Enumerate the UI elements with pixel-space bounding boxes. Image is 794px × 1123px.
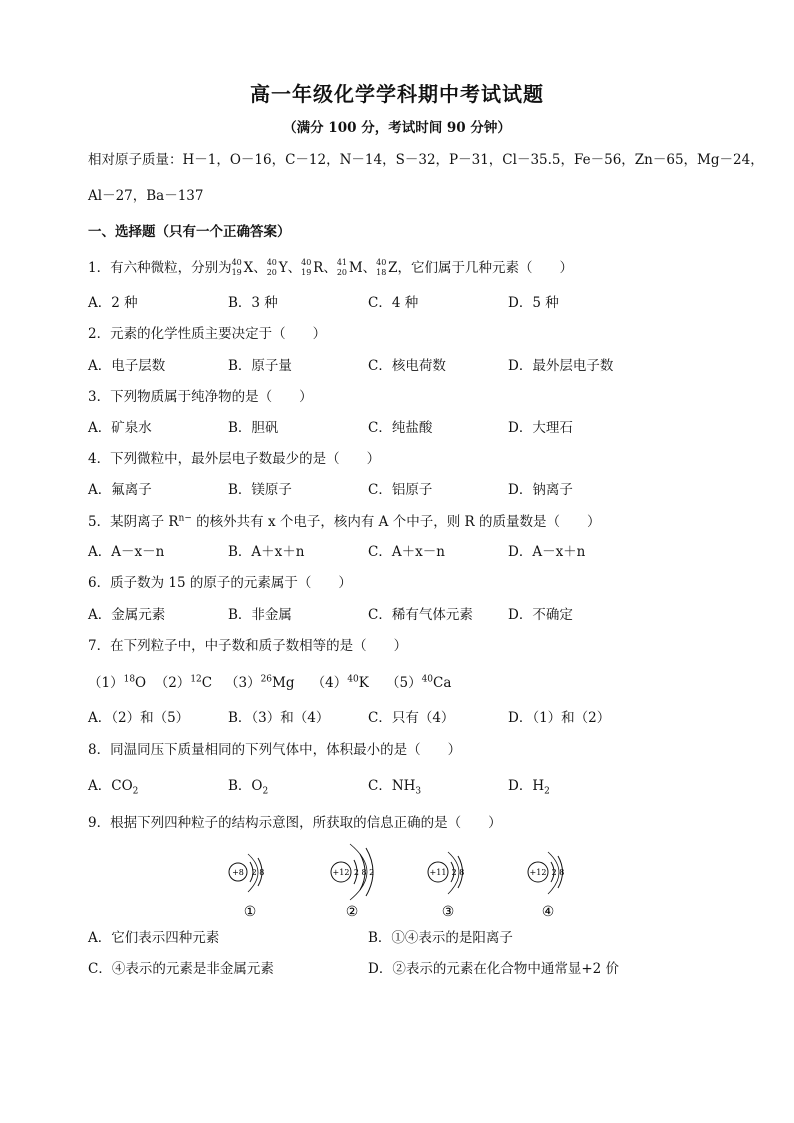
q7-option-b[interactable]: B．（3）和（4）	[228, 710, 330, 726]
q6-option-a[interactable]: A．金属元素	[88, 607, 166, 623]
q8-option-b[interactable]: B．$O_2$	[228, 778, 269, 797]
q3-option-b[interactable]: B．胆矾	[228, 420, 279, 436]
electron-config-3: 2 8	[451, 868, 465, 877]
structure-diagram-1	[229, 854, 264, 920]
isotope-x: 40 19	[231, 258, 242, 277]
q2-option-b[interactable]: B．原子量	[228, 358, 292, 374]
question-3: 3．下列物质属于纯净物的是（ ）	[88, 389, 313, 405]
q9-option-b[interactable]: B．①④表示的是阳离子	[368, 930, 513, 946]
diagram-label-3: ③	[441, 904, 455, 920]
diagram-label-1: ①	[243, 904, 257, 920]
atomic-mass-line-2: Al－27，Ba－137	[88, 188, 204, 204]
question-2: 2．元素的化学性质主要决定于（ ）	[88, 326, 327, 342]
question-9: 9．根据下列四种粒子的结构示意图，所获取的信息正确的是（ ）	[88, 815, 502, 831]
q5-option-b[interactable]: B．A＋x＋n	[228, 544, 305, 560]
q6-option-c[interactable]: C．稀有气体元素	[368, 607, 473, 623]
q7-option-d[interactable]: D．（1）和（2）	[508, 710, 611, 726]
q1-suffix: ，它们属于几种元素（ ）	[397, 260, 574, 276]
atomic-structure-diagrams	[200, 836, 620, 926]
q1-option-a[interactable]: A．2 种	[88, 295, 138, 311]
diagram-label-2: ②	[345, 904, 359, 920]
q7-option-c[interactable]: C．只有（4）	[368, 710, 455, 726]
q5-option-a[interactable]: A．A－x－n	[88, 544, 165, 560]
question-8: 8．同温同压下质量相同的下列气体中，体积最小的是（ ）	[88, 742, 462, 758]
nucleus-charge-2: +12	[332, 868, 350, 877]
question-6: 6．质子数为 15 的原子的元素属于（ ）	[88, 575, 352, 591]
isotope-z: 40 18	[376, 258, 387, 277]
q5-option-c[interactable]: C．A＋x－n	[368, 544, 445, 560]
isotope-m: 41 20	[336, 258, 347, 277]
question-1: 1．有六种微粒，分别为 40 19 X、 40 20 Y、 40 19 R、 41 20 M、 40 18 Z，它们属于几种元素（ ）	[88, 258, 574, 277]
q1-option-d[interactable]: D．5 种	[508, 295, 559, 311]
question-7: 7．在下列粒子中，中子数和质子数相等的是（ ）	[88, 638, 408, 654]
nucleus-charge-3: +11	[429, 868, 447, 877]
q1-option-c[interactable]: C．4 种	[368, 295, 419, 311]
isotope-y: 40 20	[266, 258, 277, 277]
q2-option-c[interactable]: C．核电荷数	[368, 358, 446, 374]
q8-option-a[interactable]: A．$CO_2$	[88, 778, 139, 797]
q2-option-a[interactable]: A．电子层数	[88, 358, 166, 374]
q1-prefix: 1．有六种微粒，分别为	[88, 260, 232, 276]
q3-option-d[interactable]: D．大理石	[508, 420, 573, 436]
section-heading: 一、选择题（只有一个正确答案）	[88, 224, 291, 240]
q8-option-c[interactable]: C．$NH_3$	[368, 778, 422, 797]
isotope-r: 40 19	[301, 258, 312, 277]
structure-diagram-4	[528, 852, 564, 920]
q6-option-b[interactable]: B．非金属	[228, 607, 292, 623]
structure-diagram-3	[428, 852, 464, 920]
diagram-label-4: ④	[541, 904, 555, 920]
q4-option-a[interactable]: A．氟离子	[88, 482, 152, 498]
q7-option-a[interactable]: A．（2）和（5）	[88, 710, 190, 726]
q8-option-d[interactable]: D．$H_2$	[508, 778, 550, 797]
q9-option-d[interactable]: D．②表示的元素在化合物中通常显+2 价	[368, 961, 620, 977]
q4-option-d[interactable]: D．钠离子	[508, 482, 573, 498]
q3-option-a[interactable]: A．矿泉水	[88, 420, 152, 436]
q4-option-b[interactable]: B．镁原子	[228, 482, 292, 498]
electron-config-2: 2 8 2	[353, 868, 375, 877]
q3-option-c[interactable]: C．纯盐酸	[368, 420, 433, 436]
q6-option-d[interactable]: D．不确定	[508, 607, 573, 623]
q9-option-a[interactable]: A．它们表示四种元素	[88, 930, 220, 946]
nucleus-charge-1: +8	[232, 868, 244, 877]
structure-diagram-2	[331, 844, 374, 920]
exam-title: 高一年级化学学科期中考试试题	[250, 82, 544, 106]
q7-species-list: $(1)^{18}O$ $(2)^{12}C$ $(3)^{26}Mg$ $(4)^{40}K$ $(5)^{40}Ca$	[88, 674, 452, 691]
question-4: 4．下列微粒中，最外层电子数最少的是（ ）	[88, 451, 381, 467]
q1-option-b[interactable]: B．3 种	[228, 295, 278, 311]
q2-option-d[interactable]: D．最外层电子数	[508, 358, 614, 374]
question-5: 5．某阴离子 $R^{n-}$ 的核外共有 x 个电子，核内有 A 个中子，则 R 的质量数是（ ）	[88, 513, 601, 530]
nucleus-charge-4: +12	[529, 868, 547, 877]
anion-charge: n−	[178, 513, 192, 524]
q4-option-c[interactable]: C．铝原子	[368, 482, 433, 498]
exam-subtitle: （满分 100 分，考试时间 90 分钟）	[283, 120, 511, 136]
atomic-mass-line-1: 相对原子质量：H－1，O－16，C－12，N－14，S－32，P－31，Cl－35.5，Fe－56，Zn－65，Mg－24，	[88, 152, 764, 168]
electron-config-1: 2 8	[251, 868, 265, 877]
q5-option-d[interactable]: D．A－x＋n	[508, 544, 586, 560]
electron-config-4: 2 8	[551, 868, 565, 877]
q9-option-c[interactable]: C．④表示的元素是非金属元素	[88, 961, 274, 977]
